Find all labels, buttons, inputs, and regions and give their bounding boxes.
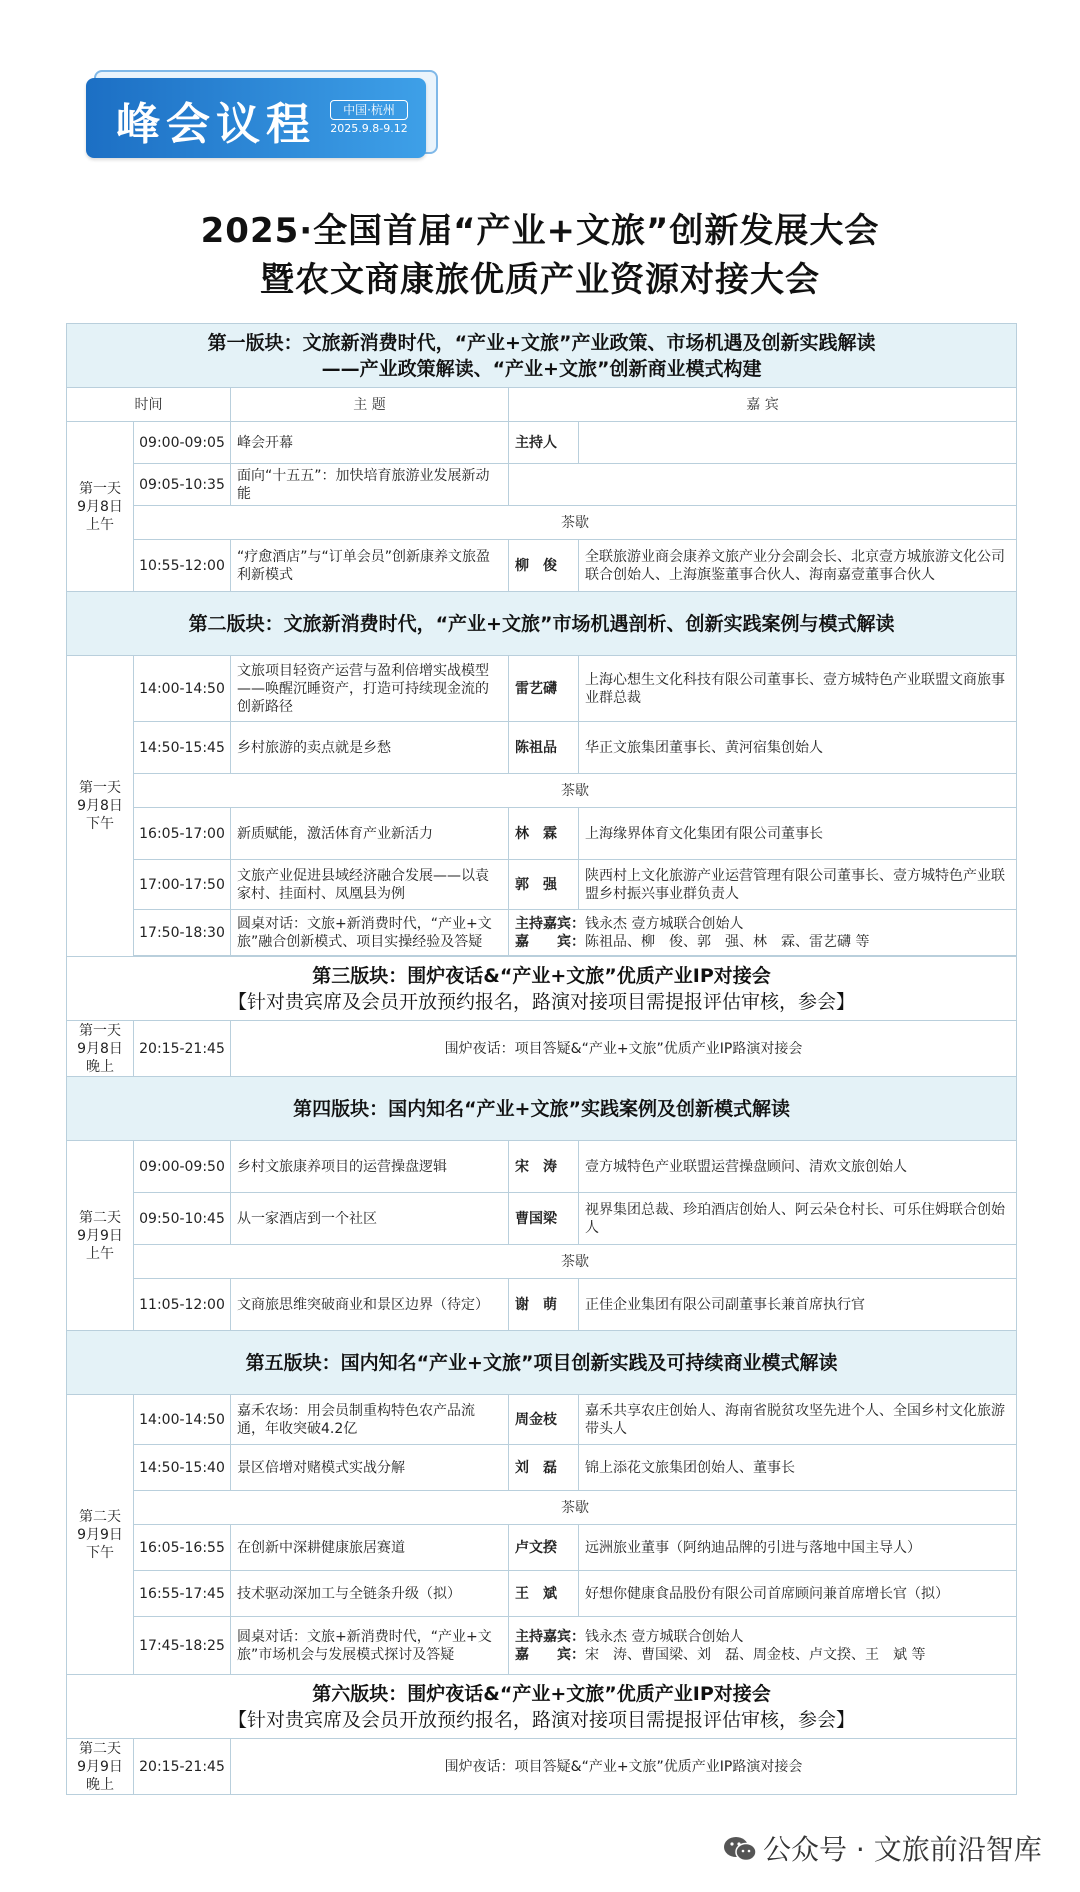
topic-cell: 峰会开幕 [231,422,509,464]
agenda-badge [86,78,426,158]
badge-dates: 2025.9.8-9.12 [330,122,408,135]
night-row [67,1021,1017,1077]
time-cell: 16:55-17:45 [134,1571,231,1617]
table-row [67,422,1017,464]
desc-cell: 远洲旅业董事（阿纳迪品牌的引进与落地中国主导人） [579,1525,1017,1571]
section-6-header [67,1675,1017,1739]
desc-cell: 陕西村上文化旅游产业运营管理有限公司董事长、壹方城特色产业联盟乡村振兴事业群负责人 [579,860,1017,910]
speaker-cell: 刘 磊 [509,1445,579,1491]
topic-cell: 文旅项目轻资产运营与盈利倍增实战模型——唤醒沉睡资产，打造可持续现金流的创新路径 [231,656,509,722]
table-row [67,1395,1017,1445]
desc-cell: 好想你健康食品股份有限公司首席顾问兼首席增长官（拟） [579,1571,1017,1617]
time-cell: 16:05-16:55 [134,1525,231,1571]
desc-cell: 上海心想生文化科技有限公司董事长、壹方城特色产业联盟文商旅事业群总裁 [579,656,1017,722]
guest-names: 宋 涛、曹国梁、刘 磊、周金枝、卢文揆、王 斌 等 [585,1646,926,1663]
section-6-line1: 第六版块：围炉夜话&“产业+文旅”优质产业IP对接会 [312,1682,771,1705]
speaker-cell: 谢 萌 [509,1279,579,1331]
section-1-header [67,324,1017,388]
day-cell: 第一天 9月8日 上午 [67,422,134,592]
topic-cell: 文商旅思维突破商业和景区边界（待定） [231,1279,509,1331]
tea-break: 茶歇 [134,1245,1017,1279]
desc-cell: 上海缘界体育文化集团有限公司董事长 [579,808,1017,860]
time-cell: 10:55-12:00 [134,540,231,592]
tea-break: 茶歇 [134,774,1017,808]
host-name: 钱永杰 壹方城联合创始人 [585,1628,744,1645]
host-label: 主持嘉宾： [515,915,585,932]
topic-cell: 乡村旅游的卖点就是乡愁 [231,722,509,774]
host-label: 主持嘉宾： [515,1628,585,1645]
table-row [67,860,1017,910]
time-cell: 14:50-15:45 [134,722,231,774]
day-cell: 第一天 9月8日 下午 [67,656,134,957]
speaker-cell: 卢文揆 [509,1525,579,1571]
time-cell: 09:00-09:05 [134,422,231,464]
time-cell: 14:00-14:50 [134,656,231,722]
section-3-header [67,957,1017,1021]
speaker-cell: 主持人 [509,422,579,464]
badge-title: 峰会议程 [116,99,316,150]
section-1-line1: 第一版块：文旅新消费时代，“产业+文旅”产业政策、市场机遇及创新实践解读 [207,331,876,354]
topic-cell: 在创新中深耕健康旅居赛道 [231,1525,509,1571]
topic-cell: 技术驱动深加工与全链条升级（拟） [231,1571,509,1617]
section-2-line1: 第二版块：文旅新消费时代，“产业+文旅”市场机遇剖析、创新实践案例与模式解读 [67,592,1017,656]
section-5-line1: 第五版块：国内知名“产业+文旅”项目创新实践及可持续商业模式解读 [67,1331,1017,1395]
topic-cell: 新质赋能，激活体育产业新活力 [231,808,509,860]
desc-cell: 全联旅游业商会康养文旅产业分会副会长、北京壹方城旅游文化公司联合创始人、上海旗鉴董事合伙人、海南嘉壹董事合伙人 [579,540,1017,592]
roundtable-row [67,910,1017,956]
speaker-cell: 曹国梁 [509,1193,579,1245]
time-cell: 11:05-12:00 [134,1279,231,1331]
section-2-header [67,592,1017,656]
desc-cell: 视界集团总裁、珍珀酒店创始人、阿云朵仓村长、可乐住姆联合创始人 [579,1193,1017,1245]
section-4-header [67,1077,1017,1141]
table-row [67,464,1017,506]
wechat-icon [723,1836,757,1862]
topic-cell: 嘉禾农场：用会员制重构特色农产品流通，年收突破4.2亿 [231,1395,509,1445]
page-title-line2: 暨农文商康旅优质产业资源对接大会 [260,260,820,300]
roundtable-guests [509,1617,1017,1675]
desc-cell [509,464,1017,506]
time-cell: 17:00-17:50 [134,860,231,910]
guest-label: 嘉 宾： [515,1646,585,1663]
speaker-cell: 宋 涛 [509,1141,579,1193]
section-5-header [67,1331,1017,1395]
time-cell: 20:15-21:45 [134,1739,231,1795]
topic-cell: 从一家酒店到一个社区 [231,1193,509,1245]
time-cell: 09:05-10:35 [134,464,231,506]
day-cell: 第二天 9月9日 晚上 [67,1739,134,1795]
footer-text: 公众号 · 文旅前沿智库 [763,1833,1042,1866]
topic-cell: 乡村文旅康养项目的运营操盘逻辑 [231,1141,509,1193]
footer-account [723,1828,1042,1868]
time-cell: 20:15-21:45 [134,1021,231,1077]
time-cell: 14:50-15:40 [134,1445,231,1491]
topic-cell: 圆桌对话：文旅+新消费时代，“产业+文旅”市场机会与发展模式探讨及答疑 [231,1617,509,1675]
day-cell: 第二天 9月9日 下午 [67,1395,134,1675]
table-row [67,1141,1017,1193]
table-row [67,540,1017,592]
time-cell: 09:00-09:50 [134,1141,231,1193]
column-header-row [67,388,1017,422]
speaker-cell: 林 霖 [509,808,579,860]
speaker-cell: 雷艺礴 [509,656,579,722]
night-topic: 围炉夜话：项目答疑&“产业+文旅”优质产业IP路演对接会 [231,1739,1017,1795]
table-row [67,656,1017,722]
night-topic: 围炉夜话：项目答疑&“产业+文旅”优质产业IP路演对接会 [231,1021,1017,1077]
guest-label: 嘉 宾： [515,933,585,950]
table-row [67,1445,1017,1491]
speaker-cell: 王 斌 [509,1571,579,1617]
speaker-cell: 陈祖品 [509,722,579,774]
time-cell: 16:05-17:00 [134,808,231,860]
tea-break-row [67,774,1017,808]
topic-cell: 圆桌对话：文旅+新消费时代，“产业+文旅”融合创新模式、项目实操经验及答疑 [231,910,509,956]
desc-cell: 锦上添花文旅集团创始人、董事长 [579,1445,1017,1491]
day-cell: 第一天 9月8日 晚上 [67,1021,134,1077]
tea-break-row [67,1491,1017,1525]
table-row [67,808,1017,860]
speaker-cell: 郭 强 [509,860,579,910]
table-row [67,1571,1017,1617]
tea-break: 茶歇 [134,506,1017,540]
section-6-line2: 【针对贵宾席及会员开放预约报名，路演对接项目需提报评估审核，参会】 [228,1708,856,1731]
topic-cell: 景区倍增对赌模式实战分解 [231,1445,509,1491]
section-3-line2: 【针对贵宾席及会员开放预约报名，路演对接项目需提报评估审核，参会】 [228,990,856,1013]
header-topic: 主 题 [231,388,509,422]
roundtable-guests [509,910,1017,956]
time-cell: 17:45-18:25 [134,1617,231,1675]
desc-cell: 正佳企业集团有限公司副董事长兼首席执行官 [579,1279,1017,1331]
topic-cell: “疗愈酒店”与“订单会员”创新康养文旅盈利新模式 [231,540,509,592]
day-cell: 第二天 9月9日 上午 [67,1141,134,1331]
desc-cell: 华正文旅集团董事长、黄河宿集创始人 [579,722,1017,774]
table-row [67,722,1017,774]
time-cell: 09:50-10:45 [134,1193,231,1245]
table-row [67,1193,1017,1245]
desc-cell: 壹方城特色产业联盟运营操盘顾问、清欢文旅创始人 [579,1141,1017,1193]
time-cell: 17:50-18:30 [134,910,231,956]
roundtable-row [67,1617,1017,1675]
section-4-line1: 第四版块：国内知名“产业+文旅”实践案例及创新模式解读 [67,1077,1017,1141]
table-row [67,1525,1017,1571]
night-row [67,1739,1017,1795]
badge-location: 中国·杭州 [330,100,408,120]
speaker-cell: 周金枝 [509,1395,579,1445]
guest-names: 陈祖品、柳 俊、郭 强、林 霖、雷艺礴 等 [585,933,870,950]
section-1-line2: ——产业政策解读、“产业+文旅”创新商业模式构建 [321,357,762,380]
desc-cell [579,422,1017,464]
topic-cell: 面向“十五五”：加快培育旅游业发展新动能 [231,464,509,506]
desc-cell: 嘉禾共享农庄创始人、海南省脱贫攻坚先进个人、全国乡村文化旅游带头人 [579,1395,1017,1445]
topic-cell: 文旅产业促进县域经济融合发展——以袁家村、挂面村、凤凰县为例 [231,860,509,910]
header-time: 时间 [67,388,231,422]
page-title-line1: 2025·全国首届“产业+文旅”创新发展大会 [200,211,880,251]
speaker-cell: 柳 俊 [509,540,579,592]
tea-break-row [67,1245,1017,1279]
table-row [67,1279,1017,1331]
tea-break: 茶歇 [134,1491,1017,1525]
host-name: 钱永杰 壹方城联合创始人 [585,915,744,932]
tea-break-row [67,506,1017,540]
header-guest: 嘉 宾 [509,388,1017,422]
section-3-line1: 第三版块：围炉夜话&“产业+文旅”优质产业IP对接会 [312,964,771,987]
time-cell: 14:00-14:50 [134,1395,231,1445]
agenda-table [66,323,1017,1795]
